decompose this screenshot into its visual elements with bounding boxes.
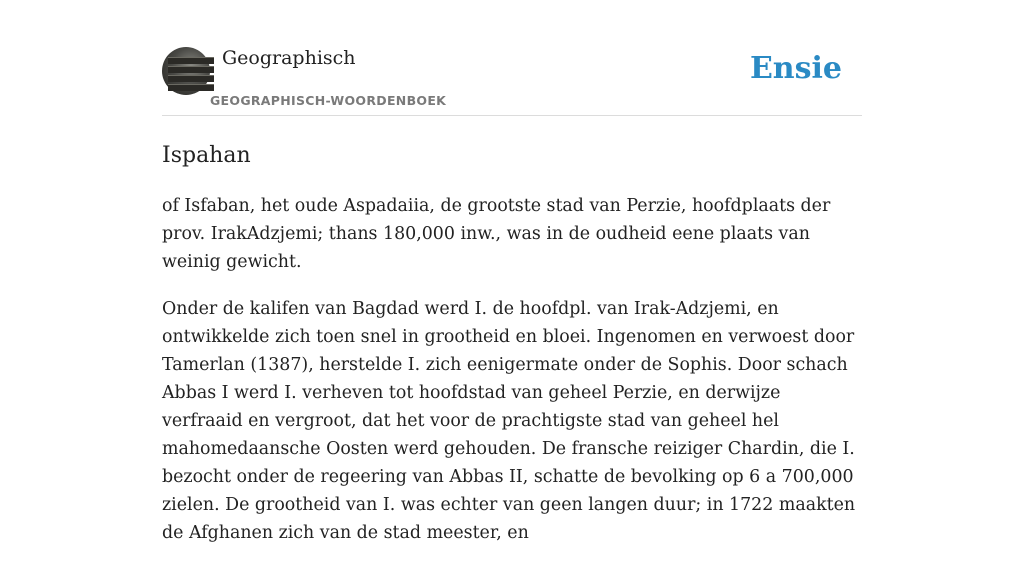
source-title-link[interactable]: Geographisch bbox=[222, 47, 356, 69]
ensie-logo-link[interactable]: Ensie bbox=[749, 51, 842, 86]
book-spine-icon bbox=[168, 66, 214, 73]
content-container bbox=[162, 0, 862, 566]
book-spine-icon bbox=[168, 57, 214, 64]
entry-paragraph: Onder de kalifen van Bagdad werd I. de hoofdpl. van Irak-Adzjemi, en ontwikkelde zich toen snel in grootheid en bloei. Ingenomen en verwoest door Tamerlan (1387), herstelde I. zich eenigermate onder de Sophis. Door schach Abbas I werd I. verheven tot hoofdstad van geheel Perzie, en derwijze verfraaid en vergroot, dat het voor de prachtigste stad van geheel hel mahomedaansche Oosten werd gehouden. De fransche reiziger Chardin, die I. bezocht onder de regeering van Abbas II, schatte de bevolking op 6 a 700,000 zielen. De grootheid van I. was echter van geen langen duur; in 1722 maakten de Afghanen zich van de stad meester, en bbox=[162, 299, 856, 543]
book-spine-icon bbox=[168, 84, 214, 91]
entry-paragraph: of Isfaban, het oude Aspadaiia, de grootste stad van Perzie, hoofdplaats der prov. IrakAdzjemi; thans 180,000 inw., was in de oudheid eene plaats van weinig gewicht. bbox=[162, 196, 831, 272]
source-avatar[interactable] bbox=[162, 47, 210, 95]
source-subtitle: GEOGRAPHISCH-WOORDENBOEK bbox=[210, 93, 447, 108]
header bbox=[162, 0, 862, 116]
entry-body bbox=[162, 192, 862, 547]
entry-title: Ispahan bbox=[162, 143, 251, 168]
book-spine-icon bbox=[168, 75, 214, 82]
